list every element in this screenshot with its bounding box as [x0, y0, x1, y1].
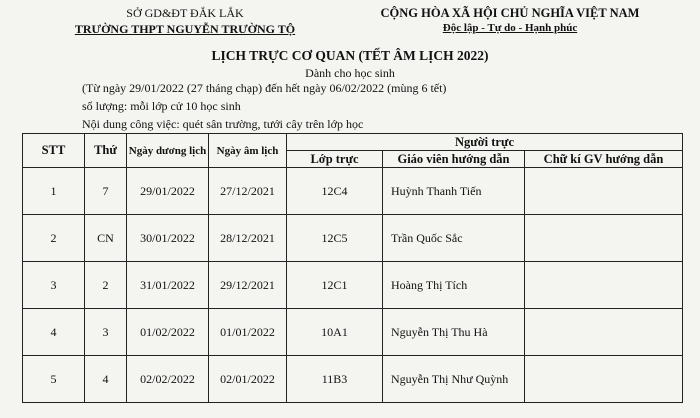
- cell-duong-lich: 02/02/2022: [127, 356, 209, 403]
- cell-duong-lich: 01/02/2022: [127, 309, 209, 356]
- cell-am-lich: 01/01/2022: [209, 309, 287, 356]
- cell-thu: 4: [85, 356, 127, 403]
- cell-chu-ki: [525, 215, 683, 262]
- header-thu: Thứ: [85, 134, 127, 168]
- duty-schedule-table: [22, 133, 683, 403]
- national-motto: Độc lập - Tự do - Hạnh phúc: [442, 22, 578, 34]
- cell-chu-ki: [525, 356, 683, 403]
- cell-am-lich: 29/12/2021: [209, 262, 287, 309]
- cell-lop-truc: 12C1: [287, 262, 383, 309]
- table-row: [23, 168, 683, 215]
- cell-duong-lich: 31/01/2022: [127, 262, 209, 309]
- header-lop-truc: Lớp trực: [287, 151, 383, 168]
- cell-thu: 7: [85, 168, 127, 215]
- cell-am-lich: 28/12/2021: [209, 215, 287, 262]
- cell-giao-vien: Trần Quốc Sắc: [383, 215, 525, 262]
- document-title: LỊCH TRỰC CƠ QUAN (TẾT ÂM LỊCH 2022): [211, 48, 489, 63]
- cell-stt: 3: [23, 262, 85, 309]
- cell-lop-truc: 10A1: [287, 309, 383, 356]
- department-name: SỞ GD&ĐT ĐẮK LẮK: [126, 6, 244, 20]
- cell-chu-ki: [525, 168, 683, 215]
- cell-thu: CN: [85, 215, 127, 262]
- table-row: [23, 262, 683, 309]
- cell-lop-truc: 12C4: [287, 168, 383, 215]
- cell-chu-ki: [525, 309, 683, 356]
- quantity-note: số lượng: mỗi lớp cử 10 học sinh: [82, 99, 241, 113]
- cell-duong-lich: 29/01/2022: [127, 168, 209, 215]
- cell-stt: 2: [23, 215, 85, 262]
- cell-chu-ki: [525, 262, 683, 309]
- cell-am-lich: 02/01/2022: [209, 356, 287, 403]
- cell-giao-vien: Nguyễn Thị Thu Hà: [383, 309, 525, 356]
- header-chu-ki: Chữ kí GV hướng dẫn: [525, 151, 683, 168]
- cell-duong-lich: 30/01/2022: [127, 215, 209, 262]
- cell-stt: 5: [23, 356, 85, 403]
- cell-giao-vien: Huỳnh Thanh Tiến: [383, 168, 525, 215]
- school-name: TRƯỜNG THPT NGUYỄN TRƯỜNG TỘ: [74, 22, 296, 36]
- country-name: CỘNG HÒA XÃ HỘI CHỦ NGHĨA VIỆT NAM: [380, 6, 640, 20]
- cell-lop-truc: 11B3: [287, 356, 383, 403]
- table-row: [23, 356, 683, 403]
- header-duong-lich: Ngày dương lịch: [127, 134, 209, 168]
- cell-am-lich: 27/12/2021: [209, 168, 287, 215]
- cell-lop-truc: 12C5: [287, 215, 383, 262]
- cell-stt: 1: [23, 168, 85, 215]
- cell-thu: 3: [85, 309, 127, 356]
- cell-thu: 2: [85, 262, 127, 309]
- national-header: [330, 6, 690, 34]
- cell-giao-vien: Hoàng Thị Tích: [383, 262, 525, 309]
- header-nguoi-truc: Người trực: [287, 134, 683, 151]
- issuer-header: [60, 6, 310, 37]
- table-header-row: [23, 134, 683, 151]
- cell-giao-vien: Nguyễn Thị Như Quỳnh: [383, 356, 525, 403]
- header-stt: STT: [23, 134, 85, 168]
- document-subtitle: Dành cho học sinh: [305, 66, 395, 80]
- cell-stt: 4: [23, 309, 85, 356]
- date-range: (Từ ngày 29/01/2022 (27 tháng chạp) đến hết ngày 06/02/2022 (mùng 6 tết): [82, 81, 447, 95]
- header-am-lich: Ngày âm lịch: [209, 134, 287, 168]
- table-row: [23, 309, 683, 356]
- header-giao-vien: Giáo viên hướng dẫn: [383, 151, 525, 168]
- task-note: Nội dung công việc: quét sân trường, tưới cây trên lớp học: [82, 117, 364, 131]
- table-row: [23, 215, 683, 262]
